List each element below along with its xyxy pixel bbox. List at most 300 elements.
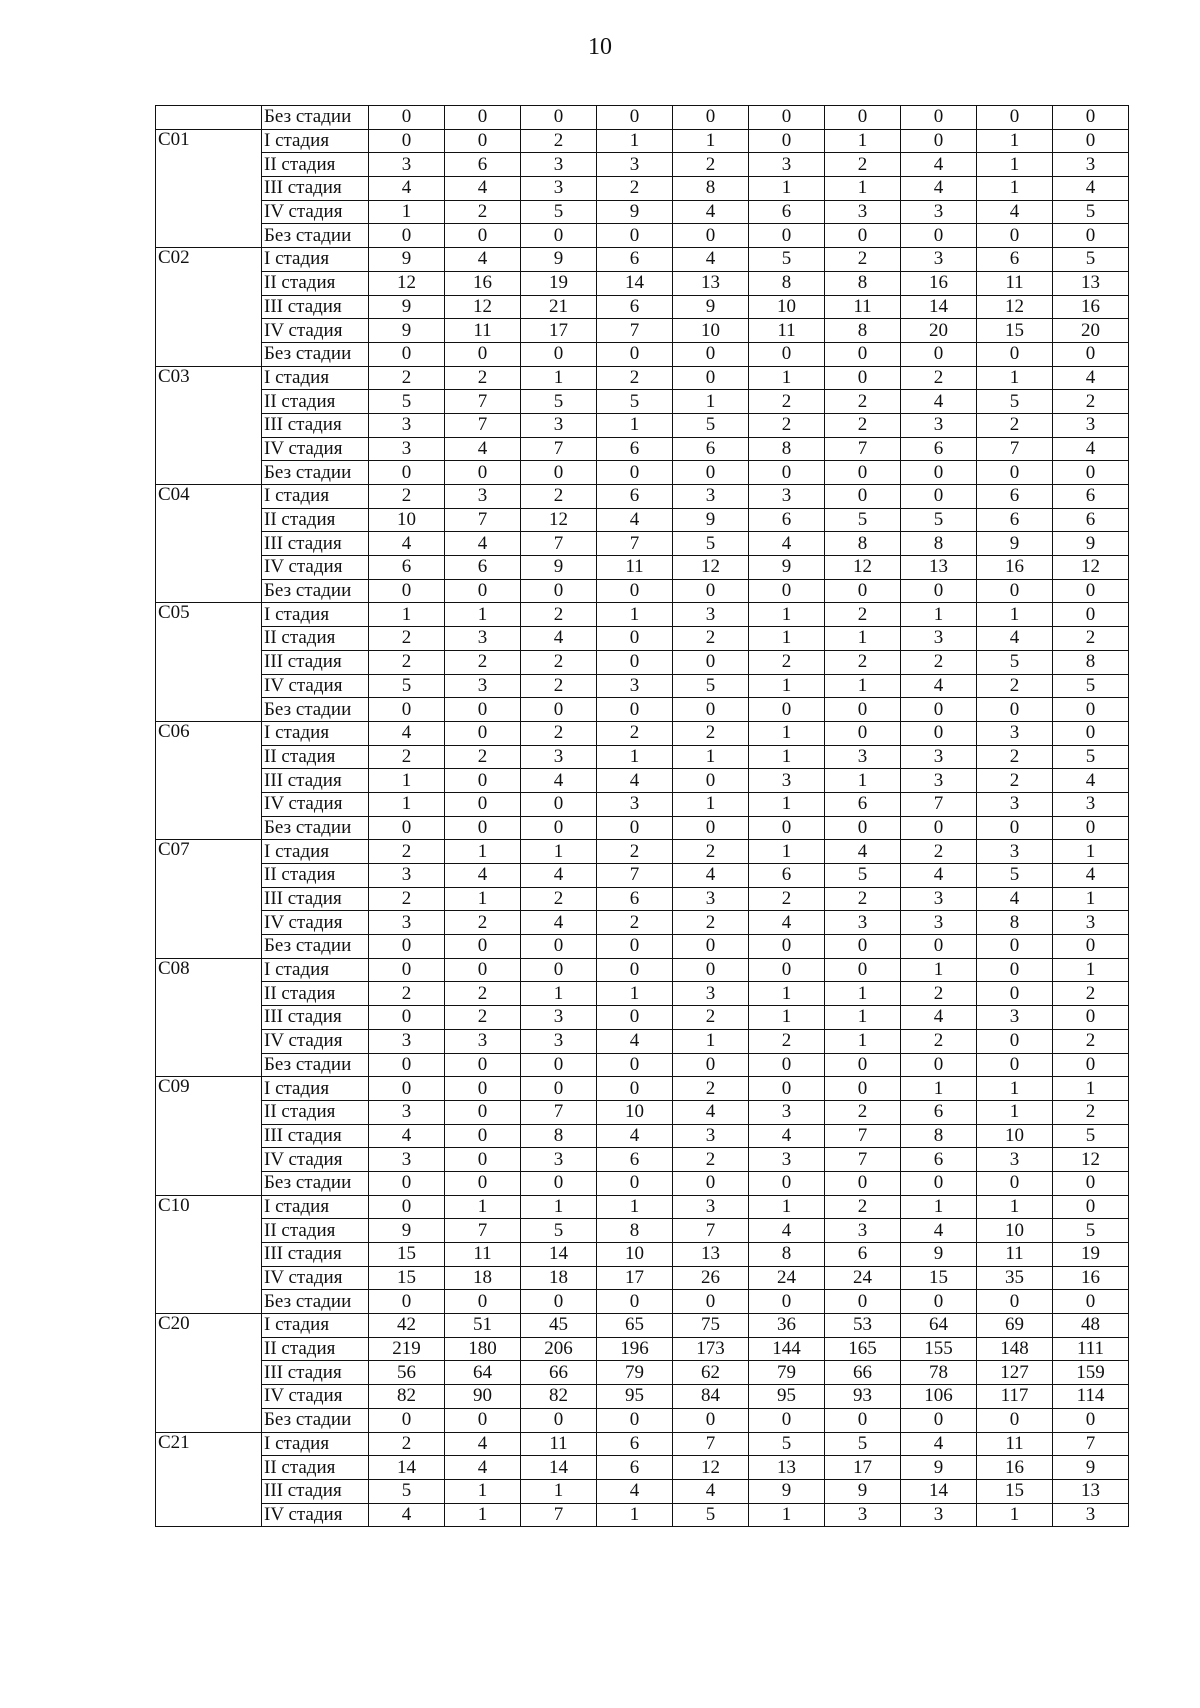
value-cell: 0 xyxy=(521,935,597,959)
value-cell: 9 xyxy=(901,1243,977,1267)
value-cell: 0 xyxy=(1053,1171,1129,1195)
value-cell: 3 xyxy=(825,1503,901,1527)
value-cell: 206 xyxy=(521,1337,597,1361)
value-cell: 4 xyxy=(521,864,597,888)
value-cell: 12 xyxy=(673,1456,749,1480)
stage-label: Без стадии xyxy=(262,579,369,603)
value-cell: 36 xyxy=(749,1314,825,1338)
value-cell: 4 xyxy=(1053,437,1129,461)
value-cell: 0 xyxy=(673,579,749,603)
value-cell: 1 xyxy=(597,603,673,627)
value-cell: 5 xyxy=(1053,674,1129,698)
table-row xyxy=(156,792,1129,816)
value-cell: 3 xyxy=(977,721,1053,745)
value-cell: 6 xyxy=(749,508,825,532)
value-cell: 0 xyxy=(445,1290,521,1314)
value-cell: 0 xyxy=(1053,1290,1129,1314)
value-cell: 11 xyxy=(977,1243,1053,1267)
stage-label: IV стадия xyxy=(262,319,369,343)
value-cell: 4 xyxy=(597,508,673,532)
value-cell: 7 xyxy=(977,437,1053,461)
table-row xyxy=(156,177,1129,201)
value-cell: 0 xyxy=(521,792,597,816)
value-cell: 0 xyxy=(521,816,597,840)
value-cell: 0 xyxy=(445,698,521,722)
stage-label: IV стадия xyxy=(262,556,369,580)
value-cell: 1 xyxy=(749,1195,825,1219)
stage-label: Без стадии xyxy=(262,224,369,248)
table-row xyxy=(156,603,1129,627)
value-cell: 66 xyxy=(825,1361,901,1385)
table-row xyxy=(156,461,1129,485)
value-cell: 0 xyxy=(673,106,749,130)
value-cell: 4 xyxy=(749,911,825,935)
value-cell: 0 xyxy=(445,342,521,366)
value-cell: 0 xyxy=(749,816,825,840)
value-cell: 4 xyxy=(521,769,597,793)
value-cell: 1 xyxy=(597,982,673,1006)
value-cell: 0 xyxy=(445,224,521,248)
value-cell: 0 xyxy=(749,106,825,130)
value-cell: 4 xyxy=(901,674,977,698)
value-cell: 4 xyxy=(901,177,977,201)
value-cell: 5 xyxy=(977,390,1053,414)
value-cell: 0 xyxy=(369,461,445,485)
table-row xyxy=(156,1077,1129,1101)
value-cell: 0 xyxy=(825,224,901,248)
table-row xyxy=(156,1029,1129,1053)
stage-label: III стадия xyxy=(262,1124,369,1148)
value-cell: 7 xyxy=(825,1124,901,1148)
value-cell: 8 xyxy=(749,437,825,461)
value-cell: 4 xyxy=(445,248,521,272)
value-cell: 93 xyxy=(825,1385,901,1409)
value-cell: 0 xyxy=(673,1053,749,1077)
value-cell: 6 xyxy=(977,248,1053,272)
value-cell: 0 xyxy=(977,958,1053,982)
value-cell: 6 xyxy=(597,437,673,461)
value-cell: 7 xyxy=(825,1148,901,1172)
table-row xyxy=(156,674,1129,698)
value-cell: 0 xyxy=(597,935,673,959)
value-cell: 1 xyxy=(445,1195,521,1219)
value-cell: 0 xyxy=(1053,1195,1129,1219)
value-cell: 4 xyxy=(673,248,749,272)
value-cell: 2 xyxy=(749,887,825,911)
value-cell: 1 xyxy=(749,366,825,390)
value-cell: 3 xyxy=(369,911,445,935)
stage-label: I стадия xyxy=(262,1195,369,1219)
value-cell: 0 xyxy=(749,698,825,722)
value-cell: 5 xyxy=(1053,248,1129,272)
value-cell: 0 xyxy=(521,1408,597,1432)
value-cell: 1 xyxy=(749,745,825,769)
value-cell: 1 xyxy=(901,958,977,982)
value-cell: 7 xyxy=(597,864,673,888)
table-row xyxy=(156,532,1129,556)
stage-label: Без стадии xyxy=(262,1290,369,1314)
value-cell: 13 xyxy=(1053,1479,1129,1503)
value-cell: 9 xyxy=(749,556,825,580)
value-cell: 90 xyxy=(445,1385,521,1409)
value-cell: 56 xyxy=(369,1361,445,1385)
page-number: 10 xyxy=(588,34,612,60)
value-cell: 13 xyxy=(673,271,749,295)
value-cell: 4 xyxy=(445,1432,521,1456)
value-cell: 2 xyxy=(1053,1100,1129,1124)
stage-label: II стадия xyxy=(262,390,369,414)
value-cell: 3 xyxy=(369,437,445,461)
value-cell: 1 xyxy=(673,745,749,769)
stage-label: III стадия xyxy=(262,1006,369,1030)
value-cell: 0 xyxy=(901,579,977,603)
value-cell: 4 xyxy=(445,532,521,556)
value-cell: 0 xyxy=(673,958,749,982)
value-cell: 0 xyxy=(597,106,673,130)
value-cell: 0 xyxy=(445,1171,521,1195)
value-cell: 35 xyxy=(977,1266,1053,1290)
value-cell: 2 xyxy=(749,1029,825,1053)
table-row xyxy=(156,958,1129,982)
code-cell: C02 xyxy=(156,248,262,366)
value-cell: 4 xyxy=(901,390,977,414)
value-cell: 24 xyxy=(825,1266,901,1290)
value-cell: 0 xyxy=(521,579,597,603)
value-cell: 0 xyxy=(901,1408,977,1432)
value-cell: 0 xyxy=(445,792,521,816)
table-row xyxy=(156,1100,1129,1124)
stage-label: I стадия xyxy=(262,1314,369,1338)
value-cell: 15 xyxy=(977,319,1053,343)
value-cell: 2 xyxy=(369,887,445,911)
value-cell: 14 xyxy=(901,1479,977,1503)
value-cell: 0 xyxy=(749,958,825,982)
value-cell: 3 xyxy=(369,153,445,177)
table-row xyxy=(156,106,1129,130)
value-cell: 4 xyxy=(673,200,749,224)
value-cell: 3 xyxy=(901,745,977,769)
stage-label: III стадия xyxy=(262,177,369,201)
value-cell: 11 xyxy=(597,556,673,580)
value-cell: 0 xyxy=(673,1408,749,1432)
value-cell: 45 xyxy=(521,1314,597,1338)
value-cell: 0 xyxy=(825,698,901,722)
value-cell: 4 xyxy=(901,153,977,177)
value-cell: 0 xyxy=(977,224,1053,248)
table-row xyxy=(156,982,1129,1006)
value-cell: 1 xyxy=(749,721,825,745)
value-cell: 4 xyxy=(673,1100,749,1124)
value-cell: 2 xyxy=(977,745,1053,769)
value-cell: 2 xyxy=(521,603,597,627)
value-cell: 0 xyxy=(369,579,445,603)
value-cell: 9 xyxy=(369,248,445,272)
value-cell: 0 xyxy=(901,1171,977,1195)
value-cell: 0 xyxy=(673,1171,749,1195)
value-cell: 2 xyxy=(673,1148,749,1172)
value-cell: 2 xyxy=(825,390,901,414)
stage-label: I стадия xyxy=(262,721,369,745)
value-cell: 6 xyxy=(825,792,901,816)
value-cell: 1 xyxy=(521,1479,597,1503)
value-cell: 0 xyxy=(445,129,521,153)
value-cell: 0 xyxy=(369,1290,445,1314)
value-cell: 11 xyxy=(445,319,521,343)
value-cell: 1 xyxy=(521,366,597,390)
stage-label: II стадия xyxy=(262,271,369,295)
value-cell: 2 xyxy=(369,650,445,674)
value-cell: 6 xyxy=(901,1100,977,1124)
value-cell: 2 xyxy=(825,248,901,272)
stage-label: I стадия xyxy=(262,958,369,982)
value-cell: 0 xyxy=(1053,721,1129,745)
value-cell: 144 xyxy=(749,1337,825,1361)
value-cell: 12 xyxy=(977,295,1053,319)
value-cell: 0 xyxy=(977,461,1053,485)
code-cell: C09 xyxy=(156,1077,262,1195)
value-cell: 0 xyxy=(369,1171,445,1195)
value-cell: 3 xyxy=(901,413,977,437)
value-cell: 1 xyxy=(673,390,749,414)
value-cell: 0 xyxy=(521,1290,597,1314)
stage-label: IV стадия xyxy=(262,1385,369,1409)
value-cell: 0 xyxy=(977,579,1053,603)
value-cell: 2 xyxy=(369,366,445,390)
value-cell: 4 xyxy=(749,1219,825,1243)
value-cell: 1 xyxy=(977,603,1053,627)
stage-label: III стадия xyxy=(262,413,369,437)
code-cell: C20 xyxy=(156,1314,262,1432)
value-cell: 6 xyxy=(597,248,673,272)
value-cell: 21 xyxy=(521,295,597,319)
table-row xyxy=(156,248,1129,272)
value-cell: 3 xyxy=(1053,792,1129,816)
value-cell: 0 xyxy=(1053,1053,1129,1077)
table-row xyxy=(156,911,1129,935)
stage-label: I стадия xyxy=(262,1432,369,1456)
value-cell: 6 xyxy=(901,1148,977,1172)
value-cell: 1 xyxy=(597,1503,673,1527)
value-cell: 1 xyxy=(977,1077,1053,1101)
value-cell: 14 xyxy=(521,1243,597,1267)
value-cell: 4 xyxy=(901,1006,977,1030)
value-cell: 4 xyxy=(369,177,445,201)
value-cell: 3 xyxy=(369,413,445,437)
value-cell: 14 xyxy=(369,1456,445,1480)
value-cell: 6 xyxy=(1053,508,1129,532)
table-row xyxy=(156,1243,1129,1267)
table-row xyxy=(156,745,1129,769)
value-cell: 4 xyxy=(445,437,521,461)
value-cell: 75 xyxy=(673,1314,749,1338)
value-cell: 4 xyxy=(825,840,901,864)
value-cell: 5 xyxy=(673,1503,749,1527)
value-cell: 0 xyxy=(521,698,597,722)
value-cell: 4 xyxy=(597,1029,673,1053)
value-cell: 3 xyxy=(901,248,977,272)
value-cell: 1 xyxy=(825,674,901,698)
value-cell: 9 xyxy=(597,200,673,224)
value-cell: 13 xyxy=(673,1243,749,1267)
value-cell: 0 xyxy=(1053,603,1129,627)
value-cell: 1 xyxy=(749,1503,825,1527)
value-cell: 1 xyxy=(825,769,901,793)
value-cell: 10 xyxy=(749,295,825,319)
value-cell: 7 xyxy=(597,532,673,556)
value-cell: 2 xyxy=(521,485,597,509)
value-cell: 3 xyxy=(901,200,977,224)
value-cell: 6 xyxy=(597,485,673,509)
value-cell: 3 xyxy=(901,911,977,935)
value-cell: 6 xyxy=(901,437,977,461)
value-cell: 0 xyxy=(369,698,445,722)
value-cell: 3 xyxy=(521,1006,597,1030)
value-cell: 0 xyxy=(673,366,749,390)
value-cell: 2 xyxy=(825,1100,901,1124)
stage-label: II стадия xyxy=(262,1219,369,1243)
value-cell: 8 xyxy=(901,1124,977,1148)
value-cell: 79 xyxy=(597,1361,673,1385)
value-cell: 8 xyxy=(901,532,977,556)
value-cell: 7 xyxy=(673,1219,749,1243)
value-cell: 2 xyxy=(749,413,825,437)
value-cell: 42 xyxy=(369,1314,445,1338)
value-cell: 3 xyxy=(521,745,597,769)
value-cell: 0 xyxy=(977,1171,1053,1195)
value-cell: 6 xyxy=(445,556,521,580)
table-row xyxy=(156,224,1129,248)
value-cell: 5 xyxy=(673,413,749,437)
value-cell: 0 xyxy=(749,935,825,959)
value-cell: 11 xyxy=(749,319,825,343)
value-cell: 1 xyxy=(977,1503,1053,1527)
value-cell: 3 xyxy=(673,1195,749,1219)
value-cell: 9 xyxy=(1053,532,1129,556)
value-cell: 5 xyxy=(369,1479,445,1503)
value-cell: 0 xyxy=(445,1053,521,1077)
value-cell: 2 xyxy=(1053,1029,1129,1053)
value-cell: 64 xyxy=(445,1361,521,1385)
value-cell: 0 xyxy=(445,1124,521,1148)
value-cell: 8 xyxy=(825,319,901,343)
value-cell: 0 xyxy=(597,579,673,603)
value-cell: 20 xyxy=(1053,319,1129,343)
code-cell: C03 xyxy=(156,366,262,484)
code-cell: C08 xyxy=(156,958,262,1076)
value-cell: 0 xyxy=(901,816,977,840)
value-cell: 0 xyxy=(825,1171,901,1195)
value-cell: 5 xyxy=(1053,1219,1129,1243)
value-cell: 0 xyxy=(673,224,749,248)
value-cell: 13 xyxy=(749,1456,825,1480)
value-cell: 1 xyxy=(673,129,749,153)
table-row xyxy=(156,366,1129,390)
value-cell: 17 xyxy=(825,1456,901,1480)
value-cell: 196 xyxy=(597,1337,673,1361)
value-cell: 3 xyxy=(521,413,597,437)
value-cell: 0 xyxy=(369,224,445,248)
value-cell: 5 xyxy=(673,532,749,556)
value-cell: 16 xyxy=(901,271,977,295)
value-cell: 0 xyxy=(901,129,977,153)
value-cell: 0 xyxy=(597,1077,673,1101)
table-row xyxy=(156,698,1129,722)
value-cell: 1 xyxy=(369,769,445,793)
table-row xyxy=(156,887,1129,911)
value-cell: 5 xyxy=(521,200,597,224)
value-cell: 0 xyxy=(825,1077,901,1101)
value-cell: 5 xyxy=(521,1219,597,1243)
value-cell: 0 xyxy=(749,461,825,485)
value-cell: 0 xyxy=(977,1053,1053,1077)
value-cell: 2 xyxy=(1053,390,1129,414)
statistics-table xyxy=(155,105,1129,1527)
value-cell: 7 xyxy=(597,319,673,343)
value-cell: 2 xyxy=(597,177,673,201)
value-cell: 1 xyxy=(369,792,445,816)
value-cell: 4 xyxy=(749,532,825,556)
value-cell: 2 xyxy=(825,1195,901,1219)
stage-label: Без стадии xyxy=(262,935,369,959)
value-cell: 0 xyxy=(977,816,1053,840)
value-cell: 0 xyxy=(977,982,1053,1006)
table-row xyxy=(156,129,1129,153)
value-cell: 3 xyxy=(977,1148,1053,1172)
value-cell: 8 xyxy=(749,1243,825,1267)
table-row xyxy=(156,1266,1129,1290)
value-cell: 3 xyxy=(673,982,749,1006)
value-cell: 1 xyxy=(749,1006,825,1030)
value-cell: 2 xyxy=(369,745,445,769)
value-cell: 1 xyxy=(749,792,825,816)
value-cell: 95 xyxy=(749,1385,825,1409)
table-row xyxy=(156,1171,1129,1195)
value-cell: 2 xyxy=(445,982,521,1006)
value-cell: 4 xyxy=(977,627,1053,651)
value-cell: 8 xyxy=(1053,650,1129,674)
value-cell: 0 xyxy=(977,106,1053,130)
value-cell: 3 xyxy=(445,485,521,509)
stage-label: II стадия xyxy=(262,627,369,651)
stage-label: II стадия xyxy=(262,508,369,532)
stage-label: III стадия xyxy=(262,532,369,556)
value-cell: 0 xyxy=(1053,224,1129,248)
stage-label: III стадия xyxy=(262,1361,369,1385)
value-cell: 51 xyxy=(445,1314,521,1338)
value-cell: 0 xyxy=(369,106,445,130)
stage-label: Без стадии xyxy=(262,1171,369,1195)
table-row xyxy=(156,721,1129,745)
value-cell: 7 xyxy=(521,532,597,556)
value-cell: 0 xyxy=(521,342,597,366)
value-cell: 0 xyxy=(825,816,901,840)
value-cell: 79 xyxy=(749,1361,825,1385)
value-cell: 2 xyxy=(749,390,825,414)
value-cell: 0 xyxy=(597,1290,673,1314)
value-cell: 0 xyxy=(1053,1408,1129,1432)
value-cell: 159 xyxy=(1053,1361,1129,1385)
value-cell: 1 xyxy=(825,129,901,153)
table-row xyxy=(156,1195,1129,1219)
table-row xyxy=(156,508,1129,532)
value-cell: 1 xyxy=(977,1195,1053,1219)
value-cell: 0 xyxy=(749,1290,825,1314)
value-cell: 64 xyxy=(901,1314,977,1338)
value-cell: 1 xyxy=(825,1029,901,1053)
value-cell: 3 xyxy=(901,1503,977,1527)
value-cell: 3 xyxy=(445,674,521,698)
value-cell: 6 xyxy=(597,295,673,319)
